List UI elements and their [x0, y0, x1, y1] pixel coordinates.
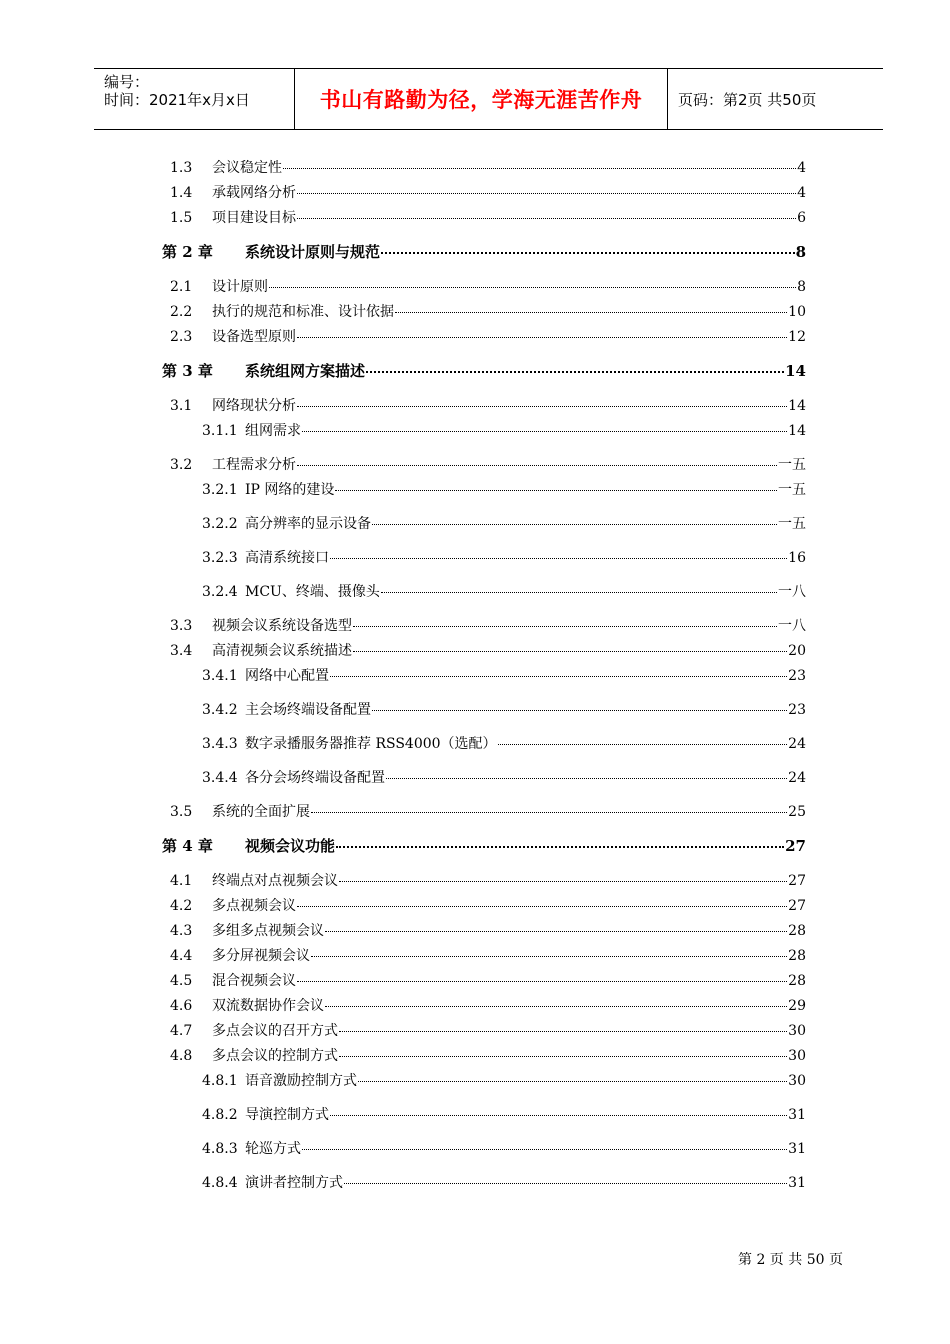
- toc-entry-number: 2.2: [170, 304, 193, 320]
- toc-dot-leader: [330, 558, 787, 559]
- toc-dot-leader: [395, 312, 787, 313]
- toc-entry-number: 3.4.1: [202, 668, 238, 684]
- toc-entry-page: 一五: [778, 482, 806, 498]
- toc-entry-number: 3.2: [170, 457, 193, 473]
- toc-dot-leader: [325, 931, 787, 932]
- time-label: 时间：2021年x月x日: [104, 91, 250, 109]
- toc-entry[interactable]: [170, 395, 806, 415]
- toc-entry-page: 28: [788, 973, 806, 989]
- toc-entry-number: 3.1: [170, 398, 193, 414]
- toc-dot-leader: [297, 218, 796, 219]
- toc-entry[interactable]: [202, 1070, 806, 1090]
- toc-entry-number: 4.8: [170, 1048, 193, 1064]
- toc-entry-page: 27: [788, 898, 806, 914]
- toc-entry-title: 执行的规范和标准、设计依据: [212, 304, 394, 320]
- toc-entry-title: 系统的全面扩展: [212, 804, 310, 820]
- toc-entry-page: 一五: [778, 457, 806, 473]
- toc-entry-number: 4.1: [170, 873, 193, 889]
- toc-entry[interactable]: [202, 547, 806, 567]
- toc-entry[interactable]: [170, 182, 806, 202]
- toc-entry-title: MCU、终端、摄像头: [245, 584, 380, 600]
- toc-entry[interactable]: [170, 995, 806, 1015]
- toc-dot-leader: [336, 846, 784, 848]
- toc-entry-title: 数字录播服务器推荐 RSS4000（选配）: [245, 736, 497, 752]
- toc-entry-page: 30: [788, 1023, 806, 1039]
- toc-entry-number: 3.2.3: [202, 550, 238, 566]
- toc-entry[interactable]: [170, 157, 806, 177]
- toc-dot-leader: [498, 744, 788, 745]
- toc-entry-number: 4.8.1: [202, 1073, 238, 1089]
- toc-dot-leader: [353, 626, 777, 627]
- toc-dot-leader: [330, 676, 787, 677]
- toc-entry-number: 4.8.3: [202, 1141, 238, 1157]
- toc-entry-title: 设计原则: [212, 279, 268, 295]
- toc-dot-leader: [353, 651, 787, 652]
- toc-entry[interactable]: [170, 895, 806, 915]
- toc-entry-number: 2.1: [170, 279, 193, 295]
- toc-entry[interactable]: [202, 420, 806, 440]
- toc-entry-title: 承载网络分析: [212, 185, 296, 201]
- toc-entry-page: 8: [797, 279, 806, 295]
- toc-entry-page: 31: [788, 1141, 806, 1157]
- toc-entry-page: 一五: [778, 516, 806, 532]
- toc-entry-title: 会议稳定性: [212, 160, 282, 176]
- toc-entry-number: 3.2.4: [202, 584, 238, 600]
- toc-entry-title: 高分辨率的显示设备: [245, 516, 371, 532]
- toc-dot-leader: [339, 1031, 787, 1032]
- toc-entry[interactable]: [162, 835, 806, 855]
- toc-entry-page: 31: [788, 1175, 806, 1191]
- toc-entry[interactable]: [202, 479, 806, 499]
- toc-entry-number: 3.1.1: [202, 423, 238, 439]
- toc-dot-leader: [325, 1006, 787, 1007]
- header-meta-cell: [94, 69, 295, 129]
- toc-entry-number: 第 3 章: [162, 362, 213, 380]
- toc-entry-title: 视频会议功能: [245, 837, 336, 855]
- toc-entry-title: 项目建设目标: [212, 210, 296, 226]
- toc-dot-leader: [297, 906, 787, 907]
- toc-entry-title: 多组多点视频会议: [212, 923, 324, 939]
- toc-entry-page: 23: [788, 702, 806, 718]
- toc-entry-number: 3.3: [170, 618, 193, 634]
- toc-entry-title: 系统设计原则与规范: [245, 243, 381, 261]
- toc-entry[interactable]: [170, 276, 806, 296]
- toc-entry[interactable]: [202, 767, 806, 787]
- toc-dot-leader: [381, 252, 795, 254]
- toc-entry[interactable]: [202, 1138, 806, 1158]
- toc-entry-number: 2.3: [170, 329, 193, 345]
- toc-entry-title: 各分会场终端设备配置: [245, 770, 385, 786]
- toc-dot-leader: [330, 1115, 787, 1116]
- toc-entry-page: 一八: [778, 584, 806, 600]
- toc-entry[interactable]: [170, 1020, 806, 1040]
- toc-entry-page: 28: [788, 948, 806, 964]
- toc-entry-page: 23: [788, 668, 806, 684]
- toc-entry-number: 第 2 章: [162, 243, 213, 261]
- header-motto-cell: [295, 69, 668, 129]
- toc-entry[interactable]: [170, 1045, 806, 1065]
- toc-entry-page: 24: [788, 770, 806, 786]
- toc-dot-leader: [269, 287, 796, 288]
- toc-entry-title: 终端点对点视频会议: [212, 873, 338, 889]
- page-footer: 第 2 页 共 50 页: [738, 1252, 843, 1268]
- toc-entry-title: 多点会议的控制方式: [212, 1048, 338, 1064]
- toc-dot-leader: [311, 812, 787, 813]
- toc-entry[interactable]: [170, 207, 806, 227]
- toc-entry-number: 3.5: [170, 804, 193, 820]
- toc-entry[interactable]: [170, 870, 806, 890]
- toc-entry[interactable]: [202, 1172, 806, 1192]
- toc-dot-leader: [366, 371, 784, 373]
- toc-dot-leader: [358, 1081, 787, 1082]
- toc-entry-number: 4.7: [170, 1023, 193, 1039]
- toc-entry[interactable]: [170, 326, 806, 346]
- toc-dot-leader: [302, 431, 787, 432]
- toc-entry-title: 高清系统接口: [245, 550, 329, 566]
- toc-entry-number: 3.4.3: [202, 736, 238, 752]
- toc-entry-title: 语音激励控制方式: [245, 1073, 357, 1089]
- toc-dot-leader: [386, 778, 787, 779]
- toc-entry-number: 4.8.4: [202, 1175, 238, 1191]
- toc-entry-title: IP 网络的建设: [245, 482, 335, 498]
- toc-entry-number: 4.3: [170, 923, 193, 939]
- toc-entry-number: 第 4 章: [162, 837, 213, 855]
- toc-entry[interactable]: [202, 733, 806, 753]
- toc-dot-leader: [381, 592, 777, 593]
- toc-entry-title: 网络中心配置: [245, 668, 329, 684]
- toc-entry-page: 12: [788, 329, 806, 345]
- toc-entry-title: 主会场终端设备配置: [245, 702, 371, 718]
- toc-entry-page: 20: [788, 643, 806, 659]
- toc-dot-leader: [297, 337, 787, 338]
- toc-entry-page: 4: [797, 185, 806, 201]
- toc-entry-title: 多点视频会议: [212, 898, 296, 914]
- toc-entry-page: 14: [788, 398, 806, 414]
- toc-entry-number: 3.2.2: [202, 516, 238, 532]
- toc-entry-title: 多分屏视频会议: [212, 948, 310, 964]
- toc-dot-leader: [344, 1183, 787, 1184]
- toc-entry-number: 4.2: [170, 898, 193, 914]
- page-header: [94, 68, 883, 130]
- toc-entry-page: 24: [788, 736, 806, 752]
- toc-entry-page: 16: [788, 550, 806, 566]
- toc-entry-page: 31: [788, 1107, 806, 1123]
- toc-entry-title: 双流数据协作会议: [212, 998, 324, 1014]
- toc-dot-leader: [283, 168, 796, 169]
- toc-dot-leader: [297, 406, 787, 407]
- toc-dot-leader: [372, 524, 777, 525]
- toc-entry-number: 3.4.2: [202, 702, 238, 718]
- toc-dot-leader: [297, 465, 777, 466]
- toc-entry-page: 8: [795, 243, 806, 261]
- toc-entry[interactable]: [202, 699, 806, 719]
- toc-dot-leader: [297, 193, 796, 194]
- toc-entry[interactable]: [170, 615, 806, 635]
- header-page-info: 页码：第2页 共50页: [678, 90, 817, 109]
- toc-entry[interactable]: [202, 513, 806, 533]
- toc-entry[interactable]: [170, 920, 806, 940]
- toc-entry-page: 14: [785, 362, 806, 380]
- toc-entry-number: 3.4.4: [202, 770, 238, 786]
- toc-entry-number: 4.8.2: [202, 1107, 238, 1123]
- toc-dot-leader: [297, 981, 787, 982]
- toc-dot-leader: [335, 490, 777, 491]
- toc-entry-title: 多点会议的召开方式: [212, 1023, 338, 1039]
- toc-entry-number: 1.4: [170, 185, 193, 201]
- toc-entry-title: 混合视频会议: [212, 973, 296, 989]
- toc-entry-number: 1.5: [170, 210, 193, 226]
- toc-entry-page: 14: [788, 423, 806, 439]
- header-page-cell: [668, 69, 883, 129]
- toc-entry-title: 轮巡方式: [245, 1141, 301, 1157]
- toc-entry-title: 演讲者控制方式: [245, 1175, 343, 1191]
- toc-entry-title: 组网需求: [245, 423, 301, 439]
- toc-entry-number: 4.4: [170, 948, 193, 964]
- toc-entry-title: 视频会议系统设备选型: [212, 618, 352, 634]
- toc-entry-page: 29: [788, 998, 806, 1014]
- toc-entry-title: 工程需求分析: [212, 457, 296, 473]
- toc-dot-leader: [339, 881, 787, 882]
- toc-entry-title: 网络现状分析: [212, 398, 296, 414]
- toc-dot-leader: [372, 710, 787, 711]
- toc-entry-page: 25: [788, 804, 806, 820]
- toc-entry[interactable]: [202, 581, 806, 601]
- toc-entry[interactable]: [170, 454, 806, 474]
- header-motto: 书山有路勤为径，学海无涯苦作舟: [319, 88, 643, 112]
- toc-entry-number: 4.6: [170, 998, 193, 1014]
- toc-entry-page: 28: [788, 923, 806, 939]
- toc-entry[interactable]: [170, 801, 806, 821]
- toc-entry-number: 3.4: [170, 643, 193, 659]
- toc-entry-title: 设备选型原则: [212, 329, 296, 345]
- toc-entry-number: 3.2.1: [202, 482, 238, 498]
- toc-entry[interactable]: [202, 665, 806, 685]
- toc-entry-number: 4.5: [170, 973, 193, 989]
- toc-entry-title: 导演控制方式: [245, 1107, 329, 1123]
- toc-entry-page: 10: [788, 304, 806, 320]
- toc-entry-number: 1.3: [170, 160, 193, 176]
- toc-entry-title: 系统组网方案描述: [245, 362, 366, 380]
- serial-label: 编号：: [104, 73, 150, 91]
- toc-entry-page: 6: [797, 210, 806, 226]
- toc-entry-page: 30: [788, 1073, 806, 1089]
- toc-entry[interactable]: [170, 301, 806, 321]
- toc-dot-leader: [302, 1149, 787, 1150]
- toc-entry[interactable]: [202, 1104, 806, 1124]
- toc-entry[interactable]: [170, 640, 806, 660]
- toc-entry-page: 30: [788, 1048, 806, 1064]
- toc-entry-page: 27: [785, 837, 806, 855]
- toc-entry-page: 4: [797, 160, 806, 176]
- toc-entry-title: 高清视频会议系统描述: [212, 643, 352, 659]
- toc-entry[interactable]: [162, 241, 806, 261]
- toc-entry[interactable]: [170, 970, 806, 990]
- toc-entry-page: 27: [788, 873, 806, 889]
- toc-dot-leader: [311, 956, 787, 957]
- toc-dot-leader: [339, 1056, 787, 1057]
- toc-entry-page: 一八: [778, 618, 806, 634]
- toc-entry[interactable]: [170, 945, 806, 965]
- toc-entry[interactable]: [162, 360, 806, 380]
